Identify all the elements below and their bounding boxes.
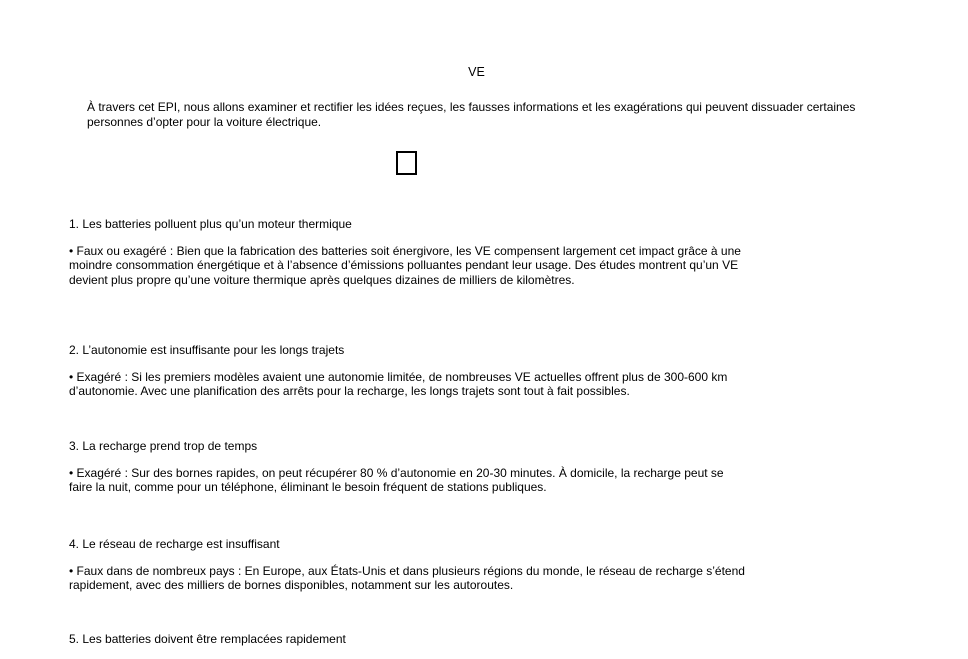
section-charging-time [69, 439, 749, 495]
section-heading: 2. L’autonomie est insuffisante pour les longs trajets [69, 343, 345, 357]
intro-paragraph: À travers cet EPI, nous allons examiner et rectifier les idées reçues, les fausses informations et les exagérations qui peuvent dissuader certaines personnes d’opter pour la voiture électrique. [87, 100, 856, 129]
section-batteries-pollution [69, 217, 749, 287]
section-body: • Exagéré : Sur des bornes rapides, on peut récupérer 80 % d’autonomie en 20-30 minutes. À domicile, la recharge peut se faire la nuit, comme pour un téléphone, éliminant le besoin fréquent de stations publiques. [69, 465, 724, 495]
section-charging-network [69, 537, 749, 593]
section-heading: 4. Le réseau de recharge est insuffisant [69, 537, 280, 551]
section-body: • Faux dans de nombreux pays : En Europe, aux États-Unis et dans plusieurs régions du monde, le réseau de recharge s’étend rapidement, avec des milliers de bornes disponibles, notamment sur les autoroutes. [69, 563, 745, 593]
document-title: VE [468, 65, 485, 79]
section-heading: 1. Les batteries polluent plus qu’un moteur thermique [69, 217, 352, 231]
section-heading: 3. La recharge prend trop de temps [69, 439, 258, 453]
section-autonomy [69, 343, 749, 399]
section-body: • Faux ou exagéré : Bien que la fabrication des batteries soit énergivore, les VE compensent largement cet impact grâce à une moindre consommation énergétique et à l’absence d’émissions polluantes pendant leur usage. Des études montrent qu’un VE devient plus propre qu’une voiture thermique après quelques dizaines de milliers de kilomètres. [69, 243, 741, 287]
section-heading: 5. Les batteries doivent être remplacées rapidement [69, 632, 346, 646]
section-battery-replacement [69, 632, 749, 659]
section-body: • Exagéré : Si les premiers modèles avaient une autonomie limitée, de nombreuses VE actuelles offrent plus de 300-600 km d’autonomie. Avec une planification des arrêts pour la recharge, les longs trajets sont tout à fait possibles. [69, 369, 728, 399]
empty-checkbox-icon [396, 151, 417, 175]
